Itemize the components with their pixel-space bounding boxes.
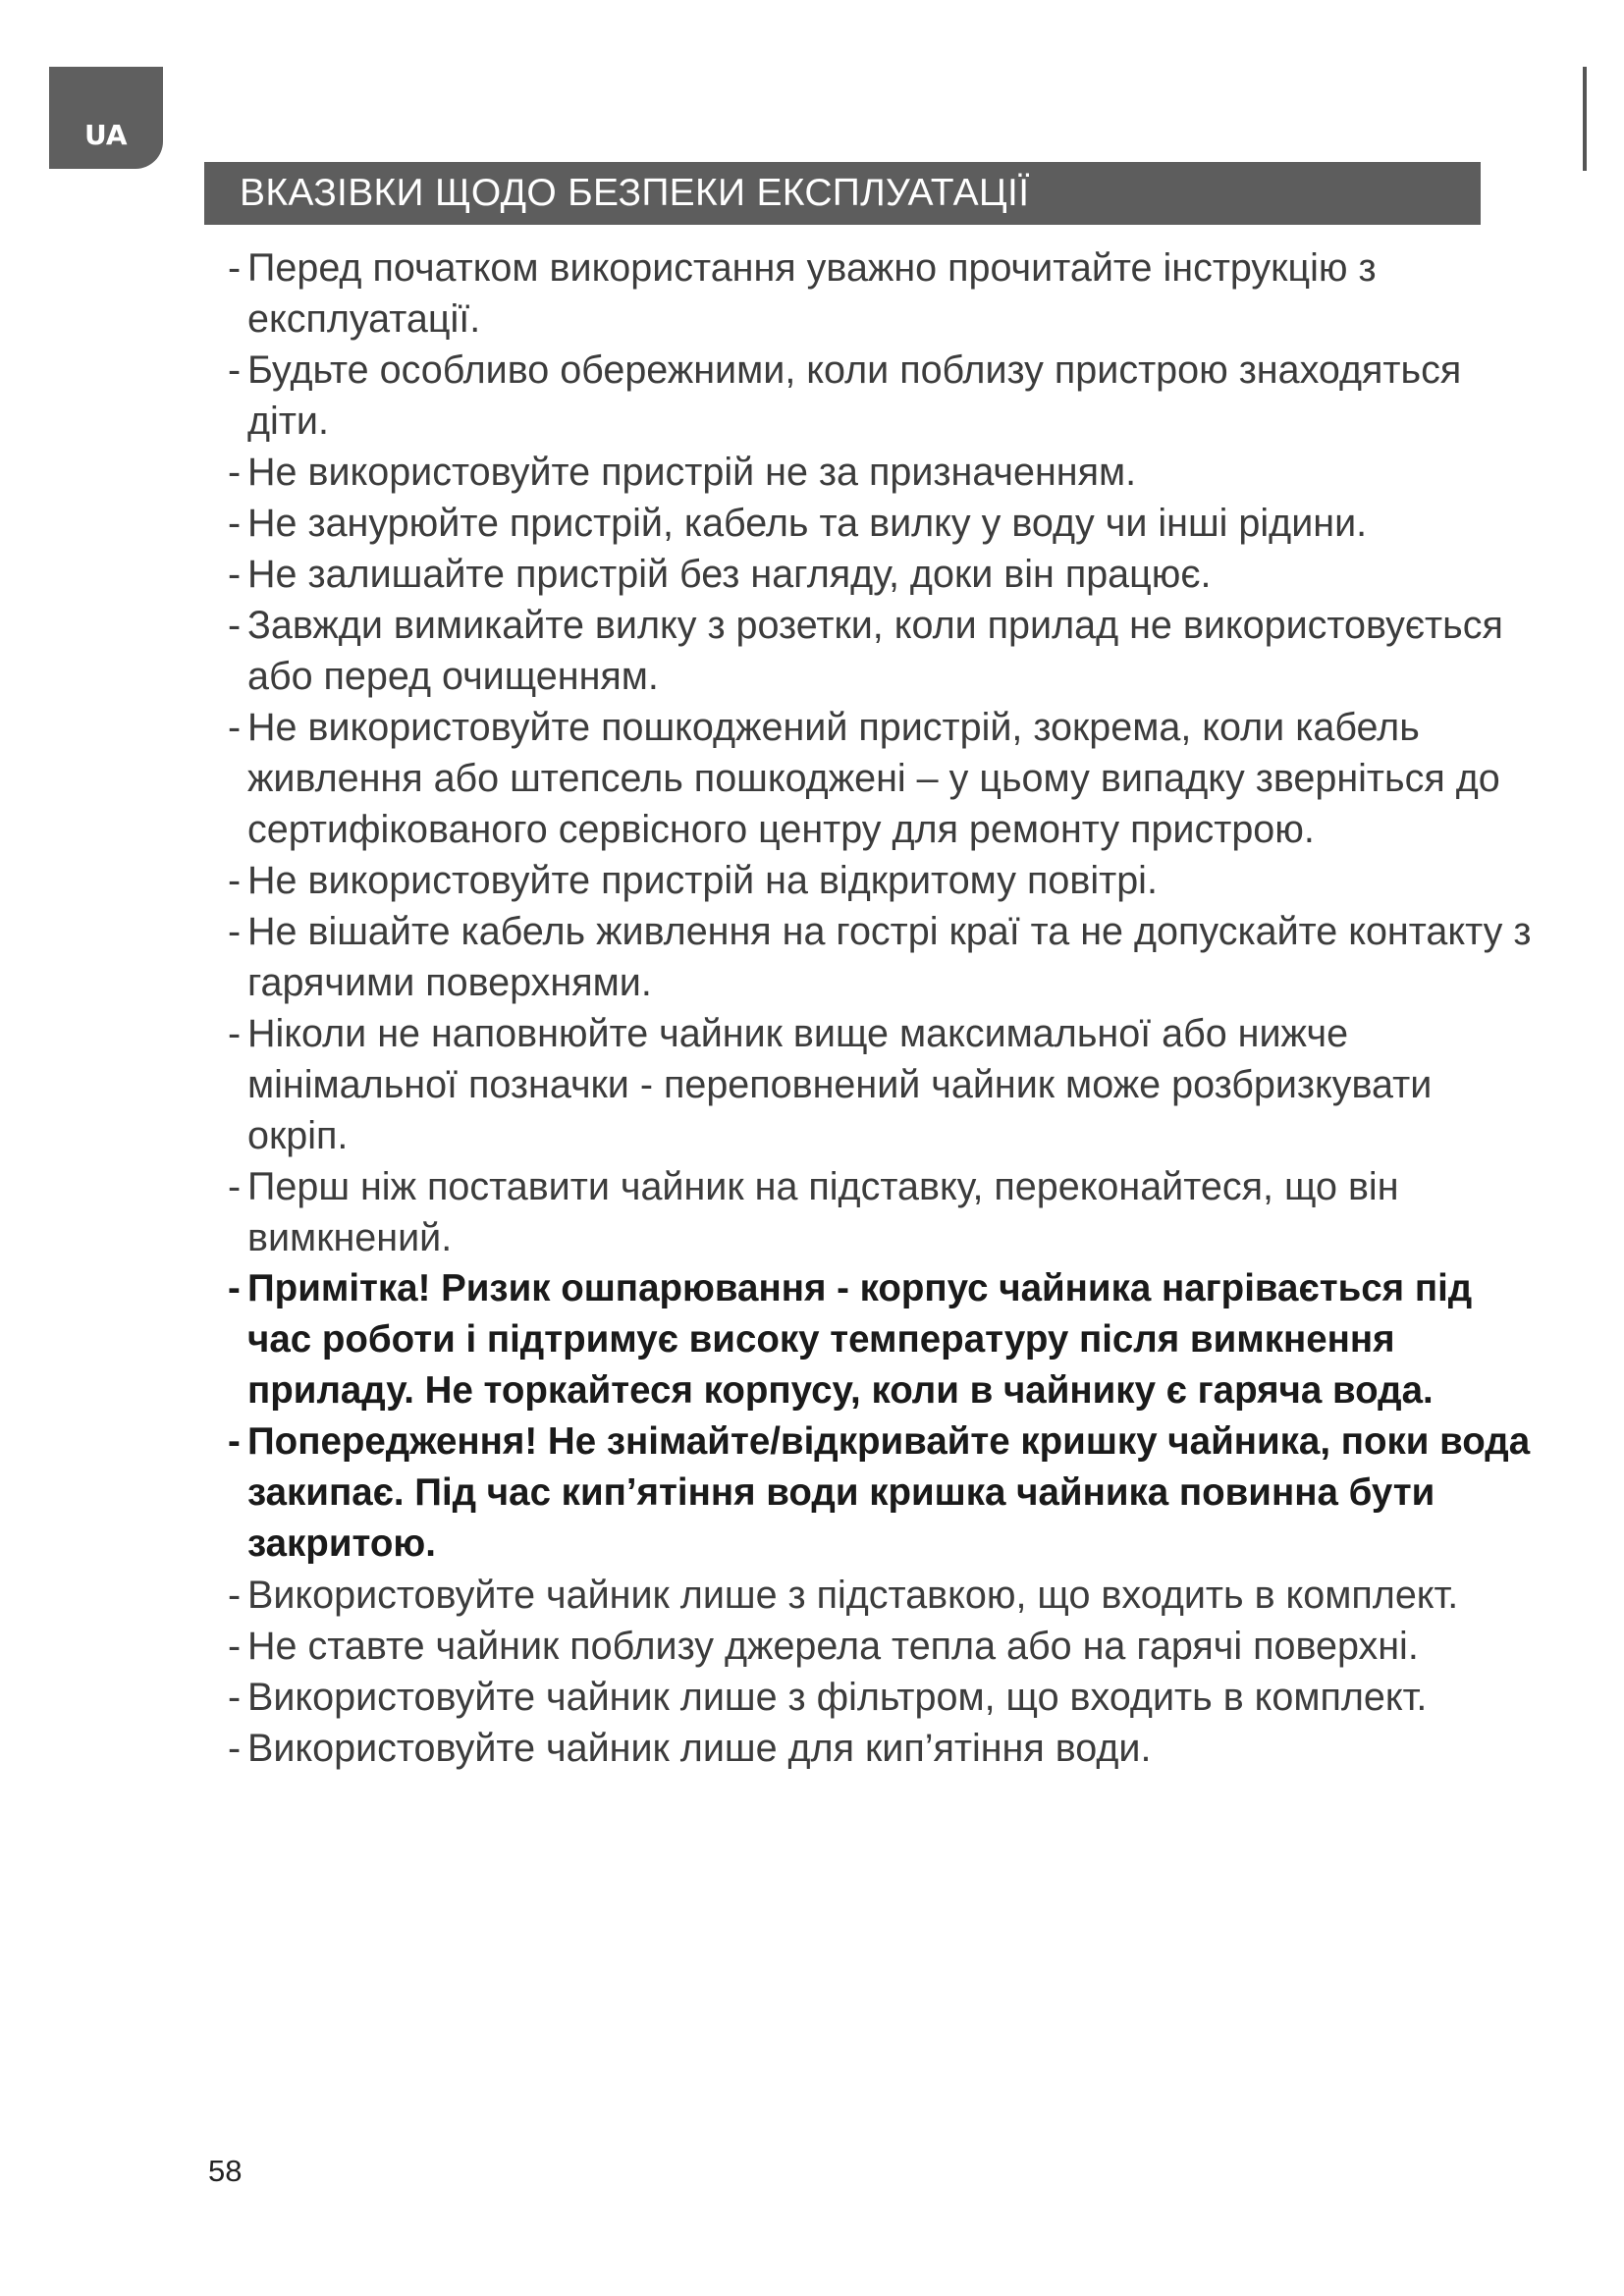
list-item [228, 345, 1534, 447]
bullet-dash: - [228, 1625, 242, 1668]
list-item-text: Використовуйте чайник лише з підставкою, що входить в комплект. [247, 1574, 1459, 1617]
list-item [228, 600, 1534, 702]
list-item-text: Не використовуйте пристрій на відкритому повітрі. [247, 859, 1158, 902]
bullet-dash: - [228, 1727, 242, 1770]
list-item-text: Будьте особливо обережними, коли поблизу пристрою знаходяться діти. [247, 348, 1462, 443]
bullet-dash: - [228, 1267, 241, 1309]
section-title-bar [204, 162, 1481, 225]
list-item [228, 549, 1534, 600]
bullet-dash: - [228, 604, 242, 647]
list-item-text: Не занурюйте пристрій, кабель та вилку у воду чи інші рідини. [247, 502, 1368, 545]
list-item [228, 1161, 1534, 1263]
bullet-dash: - [228, 348, 242, 392]
list-item-text: Не вішайте кабель живлення на гострі краї та не допускайте контакту з гарячими поверхнями. [247, 910, 1532, 1004]
bullet-dash: - [228, 1165, 242, 1208]
page-edge-mark [1583, 67, 1587, 171]
list-item-text: Ніколи не наповнюйте чайник вище максимальної або нижче мінімальної позначки - переповнений чайник може розбризкувати окріп. [247, 1012, 1433, 1157]
list-item-text: Використовуйте чайник лише з фільтром, що входить в комплект. [247, 1676, 1428, 1719]
list-item [228, 1008, 1534, 1161]
list-item [228, 702, 1534, 855]
bullet-dash: - [228, 502, 242, 545]
list-item-text: Перш ніж поставити чайник на підставку, переконайтеся, що він вимкнений. [247, 1165, 1399, 1259]
list-item-text: Не залишайте пристрій без нагляду, доки він працює. [247, 553, 1212, 596]
bullet-dash: - [228, 246, 242, 290]
list-item-text: Використовуйте чайник лише для кип’ятіння води. [247, 1727, 1152, 1770]
list-item-text: Перед початком використання уважно прочитайте інструкцію з експлуатації. [247, 246, 1377, 341]
list-item-text: Не використовуйте пошкоджений пристрій, зокрема, коли кабель живлення або штепсель пошкоджені – у цьому випадку зверніться до сертифікованого сервісного центру для ремонту пристрою. [247, 706, 1500, 851]
bullet-dash: - [228, 1012, 242, 1055]
list-item-text: Примітка! Ризик ошпарювання - корпус чайника нагрівається під час роботи і підтримує високу температуру після вимкнення приладу. Не торкайтеся корпусу, коли в чайнику є гаряча вода. [247, 1267, 1473, 1412]
list-item [228, 1672, 1534, 1723]
list-item [228, 906, 1534, 1008]
bullet-dash: - [228, 706, 242, 749]
bullet-dash: - [228, 553, 242, 596]
bullet-dash: - [228, 859, 242, 902]
list-item [228, 1570, 1534, 1621]
bullet-dash: - [228, 1420, 241, 1463]
safety-instructions-list [228, 242, 1534, 1774]
page-number: 58 [208, 2154, 243, 2188]
lid-warning [228, 1416, 1534, 1570]
scald-risk-note [228, 1263, 1534, 1416]
list-item-text: Попередження! Не знімайте/відкривайте кришку чайника, поки вода закипає. Під час кип’ятіння води кришка чайника повинна бути закритою. [247, 1420, 1531, 1565]
list-item [228, 447, 1534, 498]
list-item-text: Не використовуйте пристрій не за призначенням. [247, 451, 1137, 494]
bullet-dash: - [228, 451, 242, 494]
list-item-text: Завжди вимикайте вилку з розетки, коли прилад не використовується або перед очищенням. [247, 604, 1503, 698]
bullet-dash: - [228, 1574, 242, 1617]
section-title: ВКАЗІВКИ ЩОДО БЕЗПЕКИ ЕКСПЛУАТАЦІЇ [240, 172, 1030, 214]
list-item [228, 855, 1534, 906]
bullet-dash: - [228, 1676, 242, 1719]
list-item-text: Не ставте чайник поблизу джерела тепла або на гарячі поверхні. [247, 1625, 1419, 1668]
list-item [228, 1723, 1534, 1774]
language-tab [49, 67, 163, 169]
list-item [228, 1621, 1534, 1672]
list-item [228, 242, 1534, 345]
list-item [228, 498, 1534, 549]
language-tab-label: UA [84, 119, 128, 151]
bullet-dash: - [228, 910, 242, 953]
